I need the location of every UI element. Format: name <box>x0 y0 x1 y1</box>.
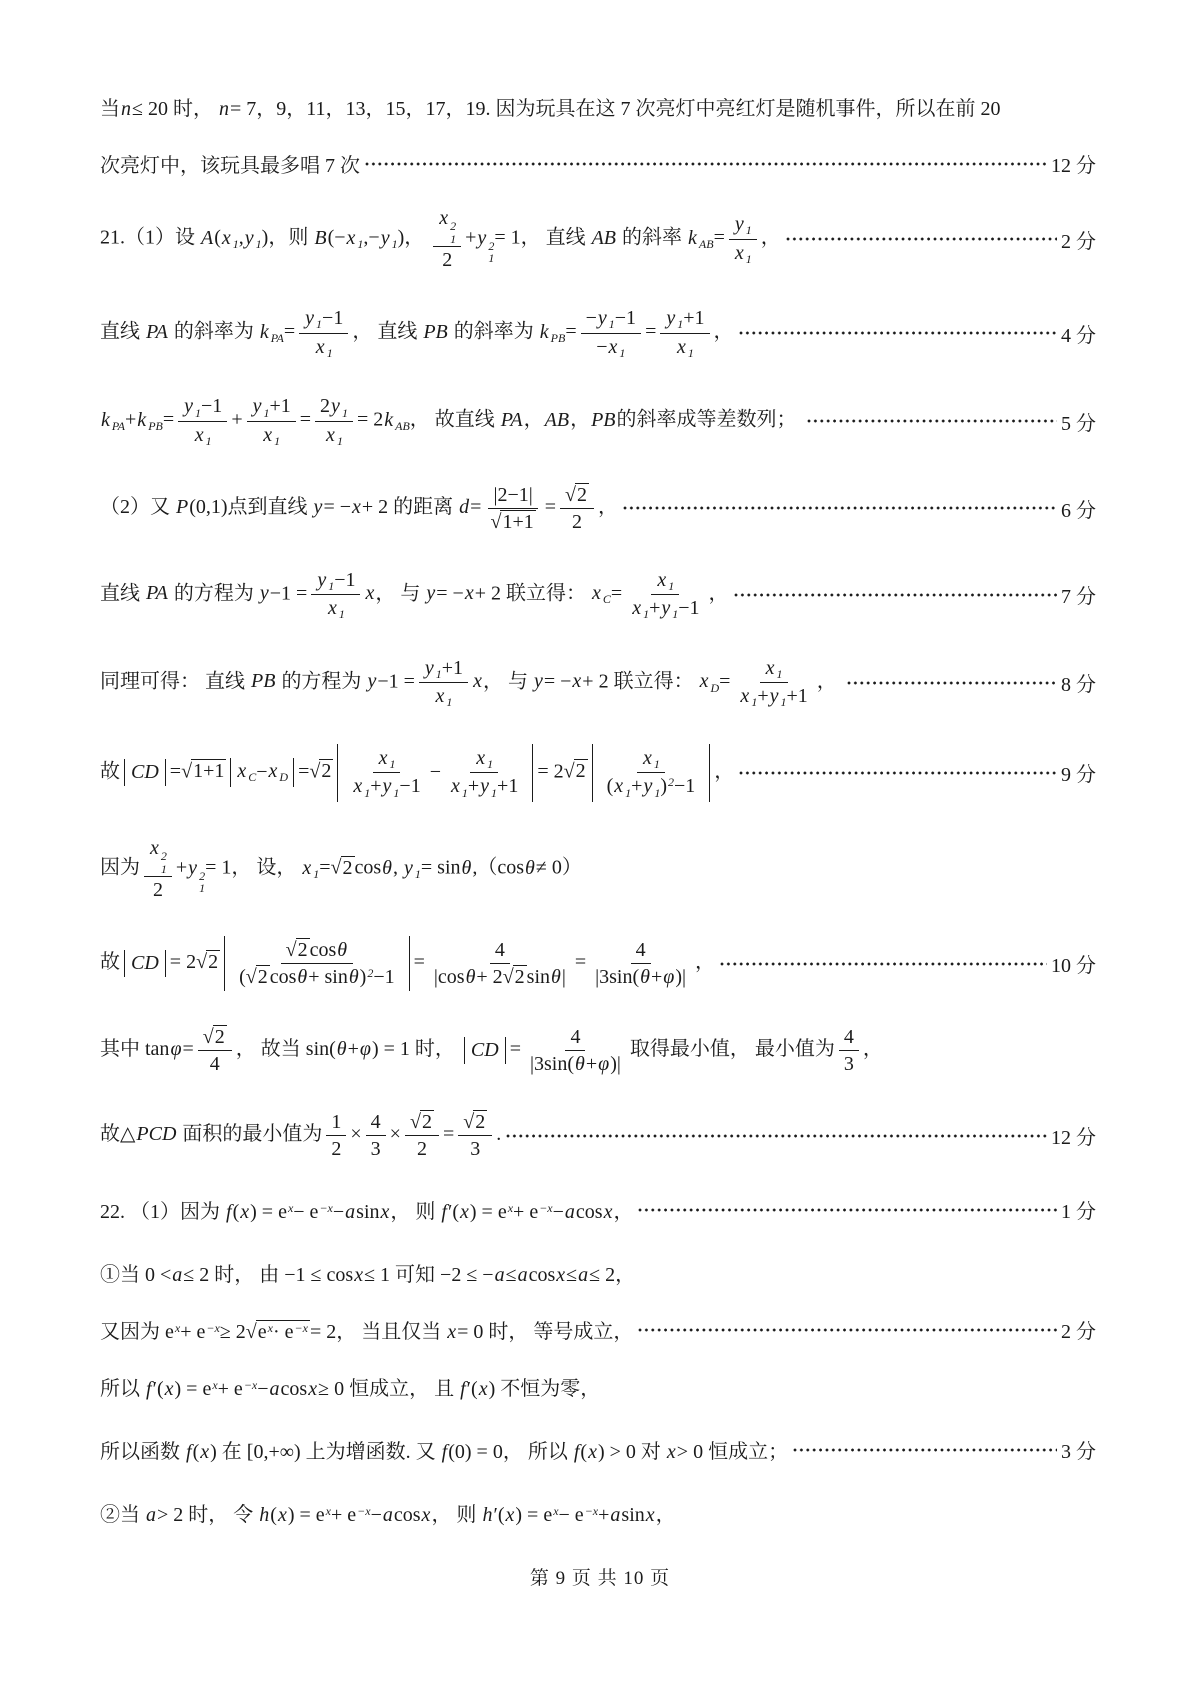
formula-sequence: 故△PCD 面积的最小值为 $\frac{1}{2}$ × $\frac{4}{3}$ × $\frac{√ 2}{2}$ = $\frac{√ 2}{3}$ . <box>100 1111 502 1161</box>
fraction: $\frac{√ 2 \cos\theta}{(√ 2 \cos\theta+ \sin\theta)^2-1}$ <box>239 939 395 989</box>
sqrt-radical: √ 1+1 <box>490 510 534 533</box>
fraction: $\frac{√ 2}{2}$ <box>560 483 594 534</box>
formula-sequence: 故 CD =√ 1+1 x $_C$ − x $_D$ =√ 2 $\frac{x _1}{x _1+y _1-1}$ − $\frac{x _1}{x _1+y _1+1}$ = 2√ 2 $\frac{x _1}{(x _1+y _1)^2-1}$ ， <box>100 744 734 802</box>
fraction: $\frac{√ 2}{4}$ <box>198 1025 232 1076</box>
fraction: $\frac{x _1}{x _1+y _1-1}$ <box>632 568 700 622</box>
dot-leader <box>738 763 1057 783</box>
fraction: $\frac{4}{|3\sin(\theta+\varphi)|}$ <box>530 1026 621 1076</box>
absolute-value <box>224 936 410 991</box>
fraction: $\frac{x _1}{x _1+y _1-1}$ <box>353 746 421 800</box>
q22-case2 <box>100 1498 1096 1527</box>
q22-step-3 <box>100 1435 1096 1464</box>
fraction: $\frac{2y _1}{x _1}$ <box>315 394 353 448</box>
sqrt-radical: √ 2 <box>196 951 219 974</box>
document-body <box>100 92 1096 1527</box>
score-label: 10 分 <box>1051 955 1096 978</box>
formula-sequence: 直线 PA 的斜率为 k $_{PA}$= $\frac{y _1-1}{x _1}$ ， 直线 PB 的斜率为 k $_{PB}$= $\frac{-y _1-1}{-x _1}$ = $\frac{y _1+1}{x _1}$ ， <box>100 307 734 360</box>
fraction: $\frac{y _1}{x _1}$ <box>729 212 757 266</box>
q21-step-9 <box>100 744 1096 802</box>
sqrt-radical: √ 2 <box>202 1026 225 1049</box>
q21-substitution <box>100 836 1096 902</box>
sqrt-radical: √ 2 <box>463 1111 486 1134</box>
formula-sequence: 同理可得： 直线 PB 的方程为 y−1 = $\frac{y _1+1}{x _1}$ x， 与 y= −x+ 2 联立得： x $_D$= $\frac{x _1}{x _1+y _1+1}$ ， <box>100 656 842 710</box>
absolute-value: CD <box>124 950 166 977</box>
score-label: 5 分 <box>1061 412 1096 435</box>
fraction: $\frac{4}{3}$ <box>366 1110 386 1161</box>
fraction: $\frac{y _1+1}{x _1}$ <box>419 656 468 710</box>
absolute-value: $\frac{x _1}{x _1+y _1-1}$ − $\frac{x _1}{x _1+y _1+1}$ <box>337 744 533 802</box>
sqrt-radical: √ 2 <box>309 760 332 783</box>
sqrt-radical: √ 2 <box>245 966 268 989</box>
formula-sequence: 因为 x 2 1 2 +y 2 1 = 1， 设， x $_1$=√ 2 cosθ, y $_1$= sinθ,（cosθ≠ 0） <box>100 836 582 902</box>
score-label: 1 分 <box>1061 1201 1096 1224</box>
score-label: 8 分 <box>1061 674 1096 697</box>
fraction: $\frac{4}{|\cos\theta+ 2√ 2 \sin\theta|}$ <box>433 939 566 989</box>
fraction: $\frac{1}{2}$ <box>326 1110 346 1161</box>
score-label: 7 分 <box>1061 586 1096 609</box>
score-label: 2 分 <box>1061 1321 1096 1344</box>
fraction: $\frac{|2-1|}{√ 1+1}$ <box>485 483 540 534</box>
formula-sequence: 又因为 $e^x+ e^{-x}\ge 2√$ $e^x\cdot e^{-x} = 2$， 当且仅当 x= 0 时， 等号成立， <box>100 1320 634 1344</box>
dot-leader <box>505 1126 1047 1146</box>
formula-sequence: 次亮灯中，该玩具最多唱 7 次 <box>100 155 360 177</box>
sqrt-radical: √ 2 <box>563 760 586 783</box>
sqrt-radical: √ 2 <box>565 483 587 506</box>
dot-leader <box>364 154 1047 174</box>
score-label: 4 分 <box>1061 324 1096 347</box>
q22-step-2 <box>100 1315 1096 1344</box>
fraction: $\frac{y _1+1}{x _1}$ <box>247 394 296 448</box>
q21-step-5 <box>100 394 1096 448</box>
dot-leader <box>806 411 1057 431</box>
sqrt-radical: √ 1+1 <box>181 760 225 783</box>
formula-sequence: ②当 a> 2 时， 令 $h(x) = e^x+ e^{-x}-acosx$， 则 $h'(x) = e^x- e^{-x}+asinx$， <box>100 1503 676 1527</box>
sqrt-radical: √ 2 <box>409 1111 432 1134</box>
fraction: x 2 1 2 <box>144 836 172 902</box>
ans20-text-2 <box>100 149 1096 178</box>
fraction: $\frac{y _1+1}{x _1}$ <box>660 306 709 360</box>
score-label: 9 分 <box>1061 764 1096 787</box>
score-label: 12 分 <box>1051 1127 1096 1150</box>
absolute-value: CD <box>464 1037 506 1064</box>
fraction: $\frac{x _1}{(x _1+y _1)^2-1}$ <box>606 746 696 800</box>
formula-sequence: ①当 0 <a≤ 2 时， 由 −1 ≤ cosx≤ 1 可知 −2 ≤ −a≤acosx≤a≤ 2， <box>100 1264 636 1287</box>
absolute-value: x $_C$ − x $_D$ <box>230 758 294 787</box>
q21-min-value <box>100 1025 1096 1076</box>
page-footer: 第 9 页 共 10 页 <box>529 1568 671 1589</box>
dot-leader <box>733 585 1057 605</box>
q21-step-10 <box>100 936 1096 991</box>
formula-sequence: 直线 PA 的方程为 y−1 = $\frac{y _1-1}{x _1}$ x， 与 y= −x+ 2 联立得： x $_C$= $\frac{x _1}{x _1+y _1-1}$ ， <box>100 568 729 622</box>
q22-case1 <box>100 1258 1096 1287</box>
q21-step-12 <box>100 1110 1096 1161</box>
sqrt-radical: √ $e^x\cdot e^{-x}$ <box>245 1320 308 1344</box>
q21-step-2 <box>100 206 1096 272</box>
dot-leader <box>637 1200 1057 1220</box>
dot-leader <box>738 323 1057 343</box>
sqrt-radical: √ 2 <box>285 939 308 962</box>
fraction: $\frac{x _1}{x _1+y _1+1}$ <box>740 656 808 710</box>
fraction: $\frac{-y _1-1}{-x _1}$ <box>581 306 641 360</box>
formula-sequence: 所以函数 f(x) 在 [0,+∞) 上为增函数. 又 f(0) = 0， 所以 f(x) > 0 对 x> 0 恒成立； <box>100 1441 789 1464</box>
score-label: 6 分 <box>1061 499 1096 522</box>
score-label: 2 分 <box>1061 230 1096 253</box>
fraction: $\frac{x _1}{x _1+y _1+1}$ <box>450 746 519 800</box>
score-label: 3 分 <box>1061 1441 1096 1464</box>
score-label: 12 分 <box>1051 155 1096 177</box>
formula-sequence: 其中 tanφ= $\frac{√ 2}{4}$ ， 故当 sin(θ+φ) = 1 时， CD = $\frac{4}{|3\sin(\theta+\varphi)|}$ 取得最小值， 最小值为 $\frac{4}{3}$ ， <box>100 1026 883 1076</box>
q22-step-1 <box>100 1195 1096 1224</box>
formula-sequence: 21.（1）设 A(x $_1$,y $_1$)，则 B(−x $_1$,−y $_1$)， x 2 1 2 +y 2 1 = 1， 直线 AB 的斜率 k $_{AB}$= $\frac{y _1}{x _1}$ ， <box>100 207 781 272</box>
q21-step-4 <box>100 306 1096 360</box>
fraction: $\frac{y _1-1}{x _1}$ <box>299 306 348 360</box>
sqrt-radical: √ 2 <box>502 966 525 989</box>
fraction: $\frac{y _1-1}{x _1}$ <box>178 394 227 448</box>
fraction: $\frac{√ 2}{3}$ <box>458 1110 492 1161</box>
q21-step-6 <box>100 483 1096 534</box>
formula-sequence: 所以 $f'(x) = e^x+ e^{-x}-acosx\ge 0$ 恒成立， 且 f′(x) 不恒为零， <box>100 1377 601 1401</box>
formula-sequence: （2）又 P(0,1)点到直线 y= −x+ 2 的距离 d= $\frac{|2-1|}{√ 1+1}$ = $\frac{√ 2}{2}$ ， <box>100 483 618 533</box>
q21-step-8 <box>100 656 1096 710</box>
fraction: x 2 1 2 <box>433 206 461 272</box>
ans20-text-1 <box>100 92 1096 121</box>
fraction: $\frac{4}{3}$ <box>839 1025 859 1076</box>
dot-leader <box>622 498 1057 518</box>
dot-leader <box>719 954 1047 974</box>
formula-sequence: 22. （1）因为 $f(x) = e^x- e^{-x}-asinx$， 则 $f'(x) = e^x+ e^{-x}-acosx$， <box>100 1200 634 1224</box>
fraction: $\frac{y _1-1}{x _1}$ <box>311 568 360 622</box>
absolute-value <box>592 744 711 802</box>
sqrt-radical: √ 2 <box>330 856 353 879</box>
fraction: $\frac{4}{|3\sin(\theta+\varphi)|}$ <box>595 939 687 989</box>
fraction: $\frac{√ 2}{2}$ <box>405 1110 439 1161</box>
q21-step-7 <box>100 568 1096 622</box>
formula-sequence: 当n≤ 20 时， n= 7，9，11，13，15，17，19. 因为玩具在这 7 次亮灯中亮红灯是随机事件，所以在前 20 <box>100 98 1001 120</box>
formula-sequence: 故 CD = 2√ 2 $\frac{√ 2 \cos\theta}{(√ 2 \cos\theta+ \sin\theta)^2-1}$ = $\frac{4}{|\cos\theta+ 2√ 2 \sin\theta|}$ = $\frac{4}{|3\sin(\theta+\varphi)|}$ ， <box>100 936 715 991</box>
formula-sequence: k $_{PA}$+k $_{PB}$= $\frac{y _1-1}{x _1}$ + $\frac{y _1+1}{x _1}$ = $\frac{2y _1}{x _1}$ = 2k $_{AB}$， 故直线 PA，AB，PB的斜率成等差数列； <box>101 395 802 449</box>
dot-leader <box>637 1320 1057 1340</box>
dot-leader <box>846 673 1057 693</box>
dot-leader <box>785 229 1057 249</box>
dot-leader <box>792 1440 1057 1460</box>
absolute-value: CD <box>124 759 166 786</box>
q22-monotone <box>100 1372 1096 1401</box>
